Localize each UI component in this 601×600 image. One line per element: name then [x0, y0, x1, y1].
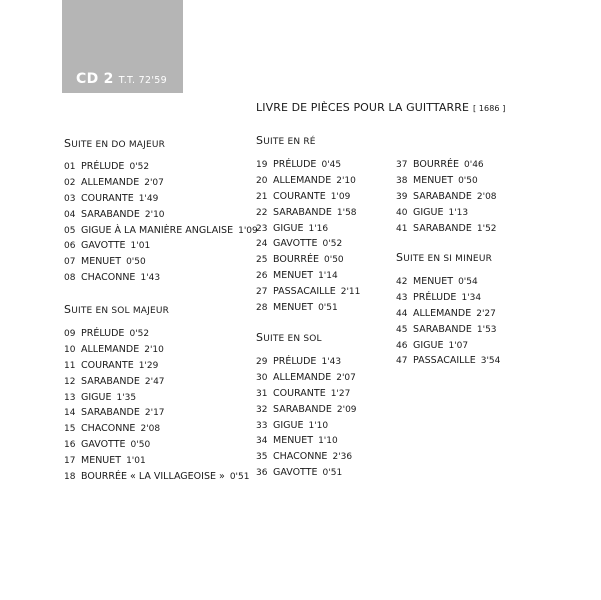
track-row — [64, 207, 258, 223]
track-duration: 0'45 — [321, 160, 342, 170]
track-number: 26 — [256, 271, 268, 282]
track-name: PRÉLUDE — [81, 328, 125, 339]
track-name: GIGUE — [413, 206, 444, 218]
suite-title: SUITE EN SOL MAJEUR — [64, 303, 170, 316]
track-number: 34 — [256, 436, 268, 447]
track-number: 10 — [64, 344, 76, 355]
track-row — [396, 290, 500, 306]
track-number: 20 — [256, 175, 268, 186]
track-number: 47 — [396, 356, 408, 367]
track-number: 19 — [256, 160, 268, 170]
track-row — [64, 191, 258, 207]
track-duration: 2'36 — [332, 452, 353, 463]
track-name: SARABANDE — [81, 407, 140, 419]
track-duration: 1'53 — [476, 324, 497, 335]
track-number: 33 — [256, 420, 268, 431]
track-row — [256, 465, 357, 481]
track-name: SARABANDE — [81, 208, 140, 220]
track-number: 09 — [64, 329, 76, 339]
suite-title: SUITE EN SI MINEUR — [396, 251, 493, 264]
track-name: MENUET — [81, 256, 122, 268]
track-number: 03 — [64, 193, 76, 204]
track-row — [256, 386, 357, 402]
track-row — [256, 205, 360, 221]
track-row — [256, 252, 360, 268]
track-name: CHACONNE — [273, 451, 328, 463]
track-duration: 2'17 — [144, 408, 165, 419]
track-row — [256, 418, 357, 434]
track-row — [256, 402, 357, 418]
track-duration: 2'08 — [140, 424, 161, 435]
track-name: SARABANDE — [413, 222, 472, 234]
track-duration: 1'52 — [476, 223, 497, 234]
track-number: 25 — [256, 255, 268, 266]
track-duration: 2'10 — [144, 344, 164, 355]
track-list — [64, 159, 258, 286]
suite-title: SUITE EN DO MAJEUR — [64, 137, 166, 150]
album-title-text: LIVRE DE PIÈCES POUR LA GUITTARRE — [256, 101, 469, 114]
track-list — [396, 157, 497, 236]
track-duration: 1'10 — [318, 436, 338, 447]
suite-title: SUITE EN SOL — [256, 331, 322, 344]
track-name: COURANTE — [81, 359, 134, 371]
track-name: GIGUE — [413, 339, 444, 351]
track-list — [256, 157, 360, 316]
track-duration: 0'54 — [458, 277, 478, 287]
track-number: 17 — [64, 456, 76, 467]
track-duration: 0'51 — [322, 468, 343, 479]
track-number: 05 — [64, 225, 76, 236]
track-name: ALLEMANDE — [81, 176, 140, 188]
track-duration: 0'50 — [130, 440, 151, 451]
track-duration: 0'46 — [464, 160, 484, 170]
track-name: CHACONNE — [81, 423, 136, 435]
track-row — [64, 254, 258, 270]
track-name: GAVOTTE — [81, 439, 126, 451]
track-number: 23 — [256, 223, 268, 234]
track-number: 15 — [64, 424, 76, 435]
track-row — [256, 221, 360, 237]
track-name: MENUET — [81, 455, 122, 467]
track-name: PRÉLUDE — [273, 159, 317, 170]
track-duration: 0'52 — [129, 162, 150, 172]
track-row — [64, 374, 249, 390]
track-row — [64, 342, 249, 358]
track-duration: 1'35 — [116, 392, 137, 403]
track-number: 27 — [256, 287, 268, 298]
track-row — [396, 322, 500, 338]
track-row — [64, 453, 249, 469]
cd-header-block — [62, 0, 183, 93]
track-duration: 2'07 — [144, 177, 164, 188]
track-name: GAVOTTE — [273, 467, 318, 479]
track-number: 07 — [64, 257, 76, 268]
cd-number: CD 2 — [76, 71, 114, 87]
track-row — [64, 159, 258, 175]
track-name: PASSACAILLE — [273, 286, 336, 298]
track-number: 30 — [256, 372, 268, 383]
track-number: 11 — [64, 360, 76, 371]
track-row — [64, 469, 249, 485]
track-number: 01 — [64, 162, 76, 172]
track-number: 36 — [256, 468, 268, 479]
track-row — [256, 157, 360, 173]
track-row — [396, 205, 497, 221]
track-duration: 1'43 — [140, 273, 161, 284]
track-name: SARABANDE — [273, 403, 332, 415]
track-number: 37 — [396, 160, 408, 170]
track-row — [256, 433, 357, 449]
track-duration: 1'09 — [330, 191, 351, 202]
track-duration: 1'29 — [138, 360, 159, 371]
track-duration: 1'13 — [448, 207, 469, 218]
track-number: 44 — [396, 308, 408, 319]
track-duration: 1'09 — [238, 225, 258, 236]
track-name: COURANTE — [81, 192, 134, 204]
track-row — [396, 173, 497, 189]
track-name: PRÉLUDE — [413, 291, 457, 303]
suite-title: SUITE EN RÉ — [256, 134, 316, 147]
track-name: SARABANDE — [413, 190, 472, 202]
track-name: CHACONNE — [81, 272, 136, 284]
track-duration: 0'51 — [318, 303, 338, 314]
track-name: GIGUE — [273, 419, 304, 431]
track-duration: 1'27 — [330, 388, 351, 399]
track-duration: 2'09 — [336, 404, 357, 415]
track-name: GIGUE À LA MANIÈRE ANGLAISE — [81, 224, 234, 236]
track-duration: 1'14 — [318, 271, 338, 282]
track-duration: 1'16 — [308, 223, 329, 234]
track-name: MENUET — [273, 302, 314, 314]
track-name: GIGUE — [273, 222, 304, 234]
track-number: 40 — [396, 207, 408, 218]
track-row — [64, 437, 249, 453]
track-number: 31 — [256, 388, 268, 399]
track-row — [396, 353, 500, 369]
track-list — [64, 326, 249, 485]
track-name: ALLEMANDE — [273, 174, 332, 186]
track-duration: 0'50 — [324, 255, 344, 266]
track-name: SARABANDE — [273, 206, 332, 218]
track-number: 04 — [64, 209, 76, 220]
track-duration: 2'11 — [340, 287, 361, 298]
track-row — [64, 390, 249, 406]
track-row — [256, 173, 360, 189]
track-number: 08 — [64, 273, 76, 284]
track-row — [256, 300, 360, 316]
track-duration: 0'50 — [458, 175, 478, 186]
cd-label — [76, 68, 167, 87]
track-number: 06 — [64, 241, 76, 252]
track-number: 02 — [64, 177, 76, 188]
track-row — [64, 326, 249, 342]
track-name: PRÉLUDE — [273, 356, 317, 367]
track-duration: 1'01 — [126, 456, 146, 467]
album-year: [ 1686 ] — [473, 104, 506, 113]
track-row — [396, 157, 497, 173]
track-name: BOURRÉE « LA VILLAGEOISE » — [81, 471, 225, 483]
track-duration: 1'58 — [336, 207, 357, 218]
track-name: COURANTE — [273, 190, 326, 202]
track-row — [64, 238, 258, 254]
track-row — [256, 284, 360, 300]
track-list — [256, 354, 357, 481]
track-row — [256, 370, 357, 386]
track-duration: 1'01 — [130, 241, 151, 252]
track-row — [396, 221, 497, 237]
track-name: GAVOTTE — [273, 238, 318, 250]
track-number: 24 — [256, 239, 268, 250]
track-duration: 1'10 — [308, 420, 329, 431]
track-name: MENUET — [413, 174, 454, 186]
track-duration: 1'34 — [461, 292, 482, 303]
track-number: 35 — [256, 452, 268, 463]
track-number: 45 — [396, 324, 408, 335]
track-number: 29 — [256, 357, 268, 367]
track-name: MENUET — [273, 435, 314, 447]
track-row — [64, 405, 249, 421]
track-duration: 1'43 — [321, 357, 342, 367]
total-time: T.T. 72'59 — [118, 75, 167, 86]
track-name: PRÉLUDE — [81, 161, 125, 172]
track-row — [64, 223, 258, 239]
track-name: BOURRÉE — [273, 254, 319, 266]
track-number: 16 — [64, 440, 76, 451]
track-row — [396, 306, 500, 322]
track-number: 18 — [64, 472, 76, 483]
track-row — [256, 189, 360, 205]
track-name: ALLEMANDE — [81, 343, 140, 355]
track-name: SARABANDE — [81, 375, 140, 387]
track-duration: 2'10 — [144, 209, 165, 220]
track-row — [64, 270, 258, 286]
track-row — [256, 236, 360, 252]
track-name: GAVOTTE — [81, 240, 126, 252]
track-duration: 1'49 — [138, 193, 159, 204]
track-duration: 2'08 — [476, 191, 497, 202]
track-duration: 3'54 — [480, 356, 501, 367]
track-name: GIGUE — [81, 391, 112, 403]
track-number: 22 — [256, 207, 268, 218]
track-number: 13 — [64, 392, 76, 403]
track-duration: 2'27 — [476, 308, 496, 319]
track-row — [64, 358, 249, 374]
track-row — [256, 354, 357, 370]
track-name: ALLEMANDE — [413, 307, 472, 319]
track-number: 41 — [396, 223, 408, 234]
track-duration: 2'10 — [336, 175, 356, 186]
track-number: 38 — [396, 175, 408, 186]
track-name: COURANTE — [273, 387, 326, 399]
track-number: 21 — [256, 191, 268, 202]
track-number: 42 — [396, 277, 408, 287]
track-row — [396, 338, 500, 354]
track-number: 39 — [396, 191, 408, 202]
track-name: PASSACAILLE — [413, 355, 476, 367]
track-duration: 0'52 — [129, 329, 150, 339]
track-number: 46 — [396, 340, 408, 351]
track-duration: 2'07 — [336, 372, 356, 383]
track-number: 43 — [396, 292, 408, 303]
track-duration: 0'52 — [322, 239, 343, 250]
track-row — [396, 189, 497, 205]
track-row — [256, 268, 360, 284]
track-list — [396, 274, 500, 369]
track-number: 12 — [64, 376, 76, 387]
track-row — [396, 274, 500, 290]
track-name: SARABANDE — [413, 323, 472, 335]
track-number: 32 — [256, 404, 268, 415]
track-name: BOURRÉE — [413, 159, 459, 170]
track-duration: 0'51 — [229, 472, 250, 483]
track-row — [256, 449, 357, 465]
track-name: ALLEMANDE — [273, 371, 332, 383]
track-name: MENUET — [413, 276, 454, 287]
track-name: MENUET — [273, 270, 314, 282]
track-duration: 2'47 — [144, 376, 165, 387]
track-duration: 0'50 — [126, 257, 146, 268]
track-number: 28 — [256, 303, 268, 314]
album-title — [256, 101, 506, 114]
track-number: 14 — [64, 408, 76, 419]
track-row — [64, 175, 258, 191]
track-row — [64, 421, 249, 437]
track-duration: 1'07 — [448, 340, 469, 351]
